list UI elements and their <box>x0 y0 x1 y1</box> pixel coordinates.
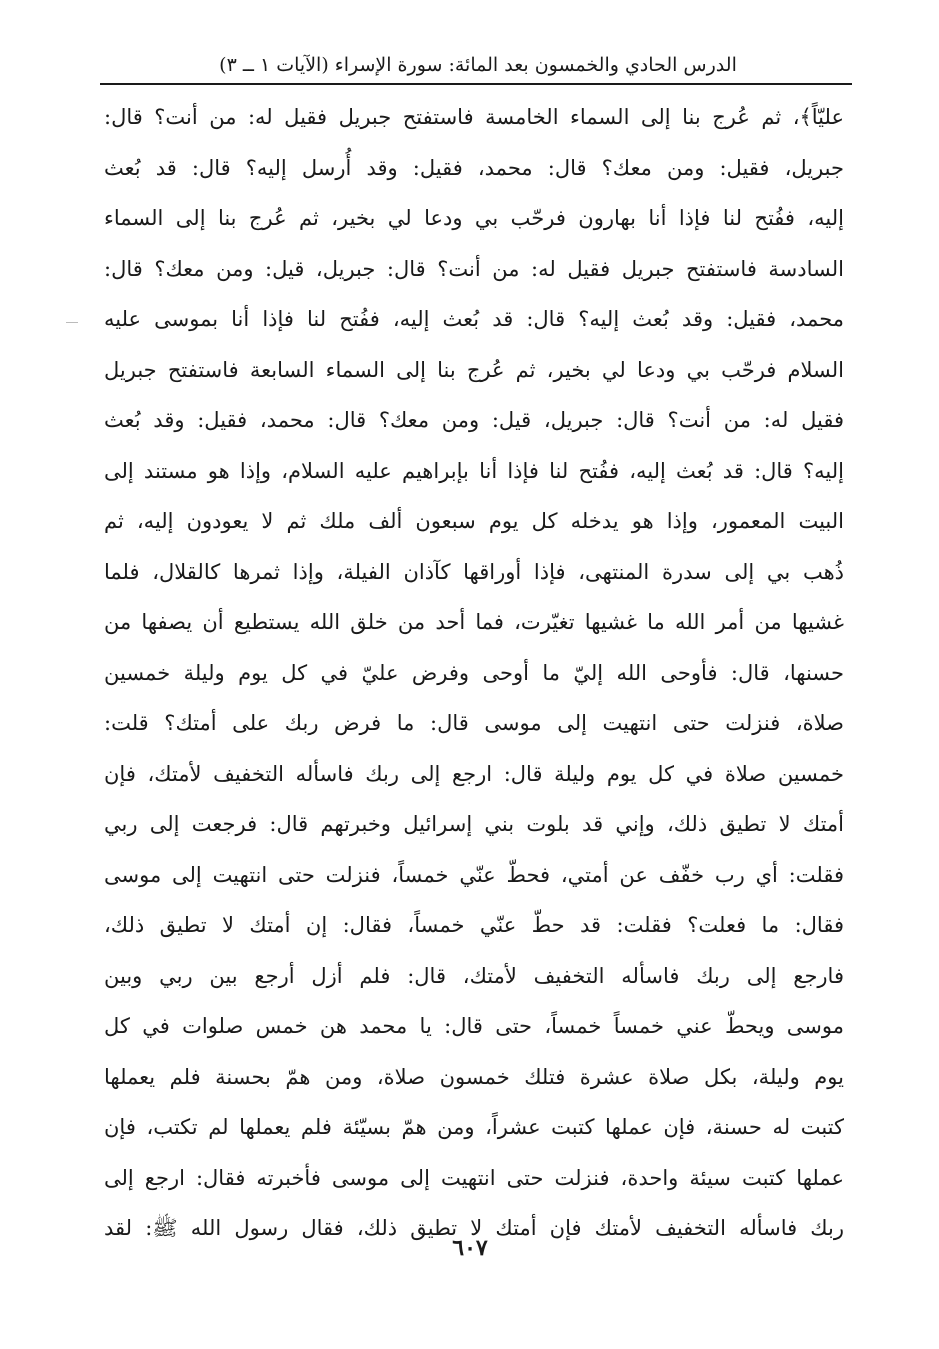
text-line: ذُهب بي إلى سدرة المنتهى، فإذا أوراقها كآذان الفيلة، وإذا ثمرها كالقلال، فلما <box>104 559 844 584</box>
text-line: السلام فرحّب بي ودعا لي بخير، ثم عُرج بنا إلى السماء السابعة فاستفتح جبريل <box>104 357 844 382</box>
text-line: كتبت له حسنة، فإن عملها كتبت عشراً، ومن همّ بسيّئة فلم يعملها لم تكتب، فإن <box>104 1115 844 1139</box>
text-line: السادسة فاستفتح جبريل فقيل له: من أنت؟ قال: جبريل، قيل: ومن معك؟ قال: <box>104 256 844 281</box>
text-line: فقيل له: من أنت؟ قال: جبريل، قيل: ومن معك؟ قال: محمد، فقيل: وقد بُعث <box>104 408 844 432</box>
text-line: صلاة، فنزلت حتى انتهيت إلى موسى قال: ما فرض ربك على أمتك؟ قلت: <box>104 711 844 735</box>
header-rule <box>100 83 852 85</box>
text-line: أمتك لا تطيق ذلك، وإني قد بلوت بني إسرائيل وخبرتهم قال: فرجعت إلى ربي <box>104 812 844 836</box>
text-line: محمد، فقيل: وقد بُعث إليه؟ قال: قد بُعث إليه، ففُتح لنا فإذا أنا بموسى عليه <box>104 307 844 331</box>
text-line: إليه؟ قال: قد بُعث إليه، ففُتح لنا فإذا أنا بإبراهيم عليه السلام، وإذا هو مستند إلى <box>104 458 844 483</box>
text-line: حسنها، قال: فأوحى الله إليّ ما أوحى وفرض عليّ في كل يوم وليلة خمسين <box>104 660 844 685</box>
text-line: فقال: ما فعلت؟ فقلت: قد حطّ عنّي خمساً، فقال: إن أمتك لا تطيق ذلك، <box>104 913 844 937</box>
page-number: ٦٠٧ <box>452 1235 488 1261</box>
text-line: ربك فاسأله التخفيف لأمتك فإن أمتك لا تطيق ذلك، فقال رسول الله ﷺ: لقد <box>104 1216 844 1240</box>
text-line: يوم وليلة، بكل صلاة عشرة فتلك خمسون صلاة، ومن همّ بحسنة فلم يعملها <box>104 1064 844 1089</box>
text-line: إليه، ففُتح لنا فإذا أنا بهارون فرحّب بي ودعا لي بخير، ثم عُرج بنا إلى السماء <box>104 206 844 230</box>
margin-mark <box>66 322 78 323</box>
text-line: البيت المعمور، وإذا هو يدخله كل يوم سبعون ألف ملك ثم لا يعودون إليه، ثم <box>104 509 844 533</box>
text-line: فقلت: أي رب خفّف عن أمتي، فحطّ عنّي خمساً، فنزلت حتى انتهيت إلى موسى <box>104 862 844 887</box>
text-line: فارجع إلى ربك فاسأله التخفيف لأمتك، قال: فلم أزل أرجع بين ربي وبين <box>104 963 844 988</box>
body-text <box>104 95 844 1257</box>
text-line: غشيها من أمر الله ما غشيها تغيّرت، فما أحد من خلق الله يستطيع أن يصفها من <box>104 610 844 634</box>
text-line: عليّاً﴾، ثم عُرج بنا إلى السماء الخامسة فاستفتح جبريل فقيل له: من أنت؟ قال: <box>104 105 844 129</box>
running-header: الدرس الحادي والخمسون بعد المائة: سورة الإسراء (الآيات ١ ــ ٣) <box>219 54 737 76</box>
text-line: جبريل، فقيل: ومن معك؟ قال: محمد، فقيل: وقد أُرسل إليه؟ قال: قد بُعث <box>104 155 844 180</box>
text-line: موسى ويحطّ عني خمساً خمساً، حتى قال: يا محمد هن خمس صلوات في كل <box>104 1014 844 1038</box>
text-line: خمسين صلاة في كل يوم وليلة قال: ارجع إلى ربك فاسأله التخفيف لأمتك، فإن <box>104 761 844 786</box>
text-line: عملها كتبت سيئة واحدة، فنزلت حتى انتهيت إلى موسى فأخبرته فقال: ارجع إلى <box>104 1165 844 1190</box>
